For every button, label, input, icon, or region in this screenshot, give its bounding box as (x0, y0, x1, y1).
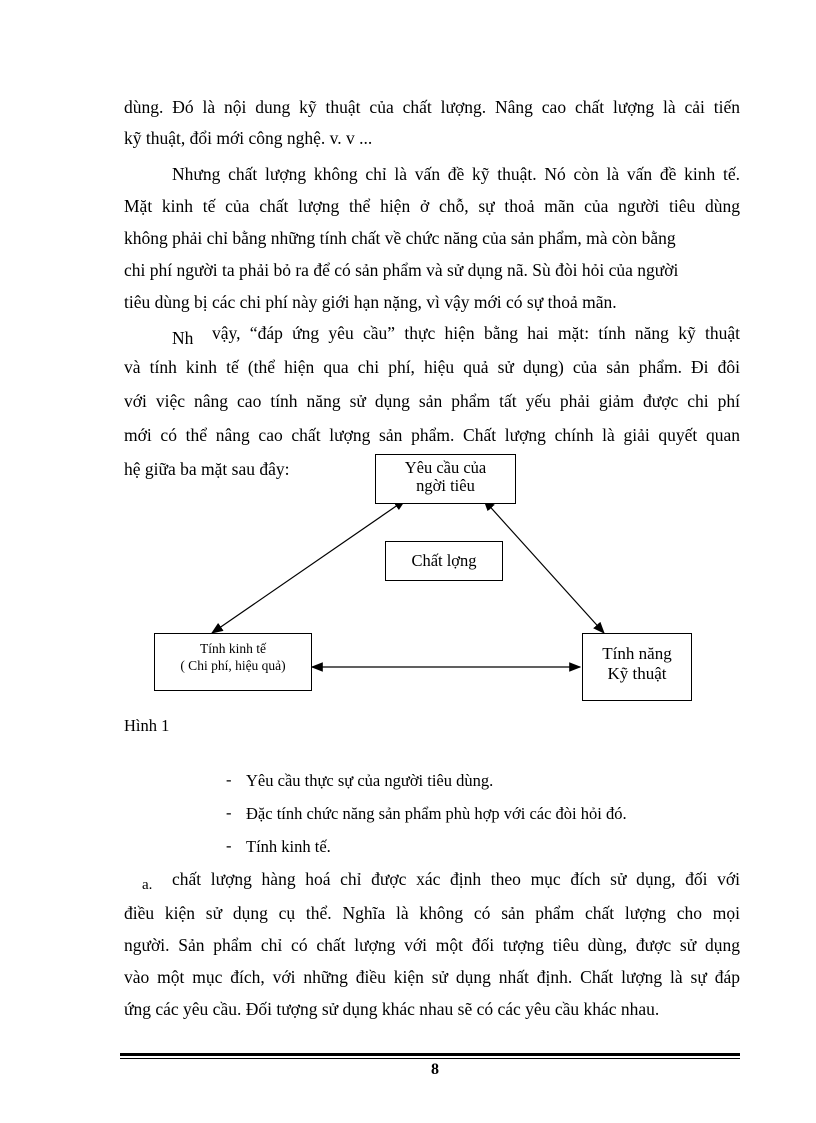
paragraph3-line4: mới có thể nâng cao chất lượng sản phẩm. Chất lượng chính là giải quyết quan (124, 425, 740, 445)
footer-rule-thick (120, 1053, 740, 1056)
paragraph1-line1: dùng. Đó là nội dung kỹ thuật của chất lượng. Nâng cao chất lượng là cải tiến (124, 97, 740, 117)
box-quality-label: Chất lợng (411, 551, 477, 570)
arrow-top-left (212, 500, 405, 633)
paragraph4-line5: ứng các yêu cầu. Đối tượng sử dụng khác nhau sẽ có các yêu cầu khác nhau. (124, 999, 660, 1019)
footer-rule-thin (120, 1058, 740, 1059)
bullet-item: Yêu cầu thực sự của người tiêu dùng. (246, 771, 494, 790)
paragraph3-line3: với việc nâng cao tính năng sử dụng sản phẩm tất yếu phải giảm được chi phí (124, 391, 740, 411)
box-technical (582, 633, 692, 701)
paragraph3-line2: và tính kinh tế (thể hiện qua chi phí, hiệu quả sử dụng) của sản phẩm. Đi đôi (124, 357, 740, 377)
paragraph4-line2: điều kiện sử dụng cụ thể. Nghĩa là không có sản phẩm chất lượng cho mọi (124, 903, 740, 923)
paragraph1-line2: kỹ thuật, đổi mới công nghệ. v. v ... (124, 128, 373, 148)
paragraph4-label: a. (142, 877, 153, 893)
paragraph2-line3: không phải chỉ bằng những tính chất về chức năng của sản phẩm, mà còn bằng (124, 228, 676, 248)
box-top-line1: Yêu cầu của (404, 458, 487, 477)
figure-caption: Hình 1 (124, 716, 170, 735)
box-top-line2: ngời tiêu (416, 476, 475, 495)
bullet-marker: - (226, 836, 232, 855)
bullet-marker: - (226, 803, 232, 822)
paragraph4-line1: chất lượng hàng hoá chỉ được xác định theo mục đích sử dụng, đối với (172, 869, 740, 889)
bullet-item: Đặc tính chức năng sản phẩm phù hợp với các đòi hỏi đó. (246, 804, 627, 823)
bullet-marker: - (226, 770, 232, 789)
paragraph2-line5: tiêu dùng bị các chi phí này giới hạn nặng, vì vậy mới có sự thoả mãn. (124, 292, 617, 312)
box-right-line2: Kỹ thuật (607, 664, 667, 683)
paragraph3-prefix: Nh (172, 328, 194, 348)
paragraph2-line4: chi phí người ta phải bỏ ra để có sản phẩm và sử dụng nã. Sù đòi hỏi của người (124, 260, 679, 280)
box-left-line2: ( Chi phí, hiệu quả) (180, 658, 286, 673)
paragraph4-line4: vào một mục đích, với những điều kiện sử dụng nhất định. Chất lượng là sự đáp (124, 967, 740, 987)
box-customer-requirements (375, 454, 516, 504)
paragraph2-line2: Mặt kinh tế của chất lượng thể hiện ở chỗ, sự thoả mãn của người tiêu dùng (124, 196, 740, 216)
paragraph3-line5: hệ giữa ba mặt sau đây: (124, 459, 290, 479)
box-quality (385, 541, 503, 581)
box-left-line1: Tính kinh tế (200, 641, 266, 656)
bullet-item: Tính kinh tế. (246, 837, 331, 856)
paragraph2-line1: Nhưng chất lượng không chỉ là vấn đề kỹ thuật. Nó còn là vấn đề kinh tế. (172, 164, 740, 184)
paragraph4-line3: người. Sản phẩm chỉ có chất lượng với một đối tượng tiêu dùng, được sử dụng (124, 935, 740, 955)
paragraph3-line1: vậy, “đáp ứng yêu cầu” thực hiện bằng hai mặt: tính năng kỹ thuật (212, 323, 740, 343)
box-economic (154, 633, 312, 691)
box-right-line1: Tính năng (602, 644, 672, 663)
page-number: 8 (431, 1061, 439, 1078)
